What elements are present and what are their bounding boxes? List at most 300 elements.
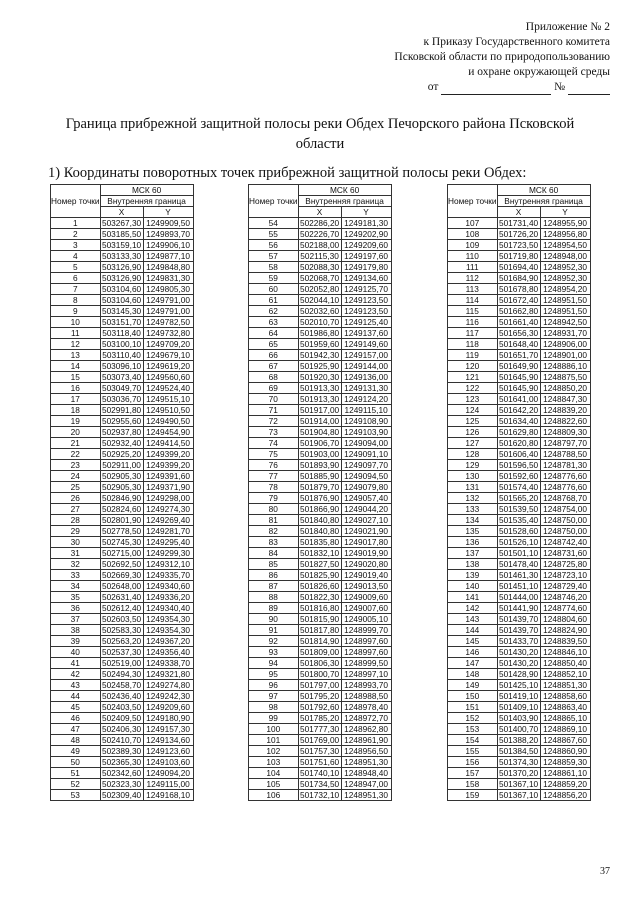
point-number: 75 xyxy=(249,449,299,460)
x-coordinate: 501565,20 xyxy=(498,493,539,503)
y-coordinate: 1249013,50 xyxy=(341,581,391,592)
table-row xyxy=(51,647,194,658)
table-row xyxy=(51,350,194,361)
y-coordinate: 1248951,30 xyxy=(341,757,391,768)
y-coordinate: 1248788,50 xyxy=(540,449,590,460)
point-number: 155 xyxy=(448,746,498,757)
x-coordinate: 501835,80 xyxy=(299,537,340,547)
table-row xyxy=(51,515,194,526)
point-number: 43 xyxy=(51,680,101,691)
x-coordinate: 501428,90 xyxy=(498,669,539,679)
table-row xyxy=(448,669,591,680)
table-row xyxy=(448,471,591,482)
y-coordinate: 1248948,00 xyxy=(540,251,590,262)
point-number: 1 xyxy=(51,218,101,229)
x-coordinate: 502932,40 xyxy=(101,438,142,448)
point-number: 36 xyxy=(51,603,101,614)
x-coordinate: 501723,50 xyxy=(498,240,539,250)
y-coordinate: 1248731,60 xyxy=(540,548,590,559)
x-coordinate: 501893,90 xyxy=(299,460,340,470)
date-prefix: от xyxy=(427,81,439,93)
y-coordinate: 1249149,60 xyxy=(341,339,391,350)
header-point-number: Номер точки xyxy=(249,185,299,218)
x-coordinate: 502403,50 xyxy=(101,702,142,712)
x-coordinate: 502603,50 xyxy=(101,614,142,624)
table-row xyxy=(249,746,392,757)
y-coordinate: 1249510,50 xyxy=(143,405,193,416)
table-row xyxy=(448,284,591,295)
point-number: 23 xyxy=(51,460,101,471)
header-x: X xyxy=(100,207,143,218)
point-number: 12 xyxy=(51,339,101,350)
y-coordinate: 1249371,90 xyxy=(143,482,193,493)
table-row xyxy=(51,240,194,251)
table-row xyxy=(51,229,194,240)
point-number: 14 xyxy=(51,361,101,372)
point-number: 80 xyxy=(249,504,299,515)
x-coordinate: 501814,90 xyxy=(299,636,340,646)
header-coordinate-system: МСК 60 xyxy=(298,185,391,196)
y-coordinate: 1249805,30 xyxy=(143,284,193,295)
table-row xyxy=(51,559,194,570)
y-coordinate: 1249298,00 xyxy=(143,493,193,504)
x-coordinate: 502715,00 xyxy=(101,548,142,558)
table-row xyxy=(51,284,194,295)
x-coordinate: 502010,70 xyxy=(299,317,340,327)
x-coordinate: 503104,60 xyxy=(101,284,142,294)
point-number: 151 xyxy=(448,702,498,713)
point-number: 107 xyxy=(448,218,498,229)
x-coordinate: 502044,10 xyxy=(299,295,340,305)
y-coordinate: 1249005,10 xyxy=(341,614,391,625)
y-coordinate: 1249340,60 xyxy=(143,581,193,592)
x-coordinate: 502052,80 xyxy=(299,284,340,294)
table-row xyxy=(448,537,591,548)
point-number: 108 xyxy=(448,229,498,240)
x-coordinate: 501645,90 xyxy=(498,372,539,382)
table-row xyxy=(448,383,591,394)
x-coordinate: 502323,30 xyxy=(101,779,142,789)
x-coordinate: 503036,70 xyxy=(101,394,142,404)
point-number: 69 xyxy=(249,383,299,394)
point-number: 102 xyxy=(249,746,299,757)
point-number: 144 xyxy=(448,625,498,636)
point-number: 60 xyxy=(249,284,299,295)
x-coordinate: 502911,00 xyxy=(100,460,143,471)
point-number: 103 xyxy=(249,757,299,768)
point-number: 68 xyxy=(249,372,299,383)
point-number: 22 xyxy=(51,449,101,460)
table-row xyxy=(249,240,392,251)
table-row xyxy=(249,647,392,658)
x-coordinate: 501914,00 xyxy=(299,416,340,426)
y-coordinate: 1248746,20 xyxy=(540,592,590,603)
point-number: 27 xyxy=(51,504,101,515)
table-row xyxy=(448,438,591,449)
y-coordinate: 1249009,60 xyxy=(341,592,391,603)
order-date-line xyxy=(310,80,610,95)
point-number: 156 xyxy=(448,757,498,768)
x-coordinate: 501574,40 xyxy=(498,482,539,492)
point-number: 138 xyxy=(448,559,498,570)
point-number: 149 xyxy=(448,680,498,691)
x-coordinate: 501751,60 xyxy=(299,757,340,767)
x-coordinate: 503133,30 xyxy=(101,251,142,261)
table-row xyxy=(249,405,392,416)
x-coordinate: 501684,90 xyxy=(498,273,539,283)
table-row xyxy=(249,218,392,229)
x-coordinate: 502846,90 xyxy=(101,493,142,503)
y-coordinate: 1249115,00 xyxy=(143,779,193,790)
x-coordinate: 501757,30 xyxy=(299,746,340,756)
point-number: 31 xyxy=(51,548,101,559)
x-coordinate: 501806,30 xyxy=(299,658,340,668)
point-number: 63 xyxy=(249,317,299,328)
y-coordinate: 1249094,20 xyxy=(143,768,193,779)
point-number: 26 xyxy=(51,493,101,504)
header-x: X xyxy=(298,207,341,218)
y-coordinate: 1248725,80 xyxy=(540,559,590,570)
point-number: 5 xyxy=(51,262,101,273)
y-coordinate: 1249414,50 xyxy=(143,438,193,449)
point-number: 100 xyxy=(249,724,299,735)
y-coordinate: 1248851,30 xyxy=(540,680,590,691)
y-coordinate: 1249848,80 xyxy=(143,262,193,273)
y-coordinate: 1249202,90 xyxy=(341,229,391,240)
number-blank xyxy=(568,82,610,95)
table-row xyxy=(51,449,194,460)
y-coordinate: 1249354,30 xyxy=(143,625,193,636)
table-row xyxy=(249,669,392,680)
point-number: 3 xyxy=(51,240,101,251)
point-number: 98 xyxy=(249,702,299,713)
y-coordinate: 1248951,30 xyxy=(341,790,391,801)
y-coordinate: 1248962,80 xyxy=(341,724,391,735)
x-coordinate: 501433,70 xyxy=(498,636,539,646)
point-number: 44 xyxy=(51,691,101,702)
point-number: 6 xyxy=(51,273,101,284)
table-row xyxy=(249,515,392,526)
table-row xyxy=(249,790,392,801)
x-coordinate: 503145,30 xyxy=(101,306,142,316)
x-coordinate: 501726,20 xyxy=(498,229,539,239)
y-coordinate: 1248852,10 xyxy=(540,669,590,680)
table-row xyxy=(249,581,392,592)
point-number: 46 xyxy=(51,713,101,724)
table-row xyxy=(249,559,392,570)
x-coordinate: 501920,30 xyxy=(299,372,340,382)
table-row xyxy=(249,317,392,328)
y-coordinate: 1248955,90 xyxy=(540,218,590,229)
coordinates-table-1 xyxy=(50,184,194,801)
table-row xyxy=(51,625,194,636)
y-coordinate: 1249007,60 xyxy=(341,603,391,614)
point-number: 66 xyxy=(249,350,299,361)
point-number: 45 xyxy=(51,702,101,713)
point-number: 29 xyxy=(51,526,101,537)
y-coordinate: 1248797,70 xyxy=(540,438,590,449)
table-row xyxy=(448,416,591,427)
point-number: 99 xyxy=(249,713,299,724)
table-row xyxy=(249,702,392,713)
point-number: 140 xyxy=(448,581,498,592)
point-number: 15 xyxy=(51,372,101,383)
table-row xyxy=(51,295,194,306)
point-number: 147 xyxy=(448,658,498,669)
y-coordinate: 1248742,40 xyxy=(540,537,590,548)
y-coordinate: 1249515,10 xyxy=(143,394,193,405)
point-number: 150 xyxy=(448,691,498,702)
y-coordinate: 1248839,20 xyxy=(540,405,590,416)
point-number: 145 xyxy=(448,636,498,647)
x-coordinate: 502745,30 xyxy=(101,537,142,547)
table-row xyxy=(51,504,194,515)
point-number: 111 xyxy=(448,262,498,273)
y-coordinate: 1248729,40 xyxy=(540,581,590,592)
y-coordinate: 1248869,10 xyxy=(540,724,590,735)
x-coordinate: 502648,00 xyxy=(101,581,142,591)
table-row xyxy=(51,757,194,768)
y-coordinate: 1249123,60 xyxy=(143,746,193,757)
table-row xyxy=(249,328,392,339)
y-coordinate: 1249524,40 xyxy=(143,383,193,394)
x-coordinate: 502309,40 xyxy=(101,790,142,800)
point-number: 78 xyxy=(249,482,299,493)
x-coordinate: 501478,40 xyxy=(498,559,539,569)
point-number: 85 xyxy=(249,559,299,570)
y-coordinate: 1249094,00 xyxy=(341,438,391,449)
header-coordinate-system: МСК 60 xyxy=(497,185,590,196)
y-coordinate: 1248978,40 xyxy=(341,702,391,713)
y-coordinate: 1249157,00 xyxy=(341,350,391,361)
y-coordinate: 1248860,90 xyxy=(540,746,590,757)
point-number: 129 xyxy=(448,460,498,471)
point-number: 118 xyxy=(448,339,498,350)
x-coordinate: 502905,30 xyxy=(101,482,142,492)
y-coordinate: 1249679,10 xyxy=(143,350,193,361)
point-number: 92 xyxy=(249,636,299,647)
x-coordinate: 502692,50 xyxy=(101,559,142,569)
x-coordinate: 501678,80 xyxy=(498,284,539,294)
y-coordinate: 1249103,60 xyxy=(143,757,193,768)
table-row xyxy=(448,702,591,713)
x-coordinate: 501451,10 xyxy=(498,581,539,591)
point-number: 33 xyxy=(51,570,101,581)
point-number: 41 xyxy=(51,658,101,669)
table-row xyxy=(249,416,392,427)
y-coordinate: 1248999,70 xyxy=(341,625,391,636)
y-coordinate: 1248750,00 xyxy=(540,515,590,526)
x-coordinate: 501501,10 xyxy=(498,548,539,558)
point-number: 141 xyxy=(448,592,498,603)
header-boundary: Внутренняя граница xyxy=(497,196,590,207)
x-coordinate: 502612,40 xyxy=(101,603,142,613)
y-coordinate: 1249831,30 xyxy=(143,273,193,284)
point-number: 8 xyxy=(51,295,101,306)
y-coordinate: 1249336,20 xyxy=(143,592,193,603)
point-number: 9 xyxy=(51,306,101,317)
y-coordinate: 1248859,30 xyxy=(540,757,590,768)
table-row xyxy=(448,724,591,735)
y-coordinate: 1248956,80 xyxy=(540,229,590,240)
x-coordinate: 502088,30 xyxy=(299,262,340,272)
x-coordinate: 502068,70 xyxy=(299,273,340,283)
table-row xyxy=(51,438,194,449)
y-coordinate: 1248781,30 xyxy=(540,460,590,471)
x-coordinate: 502631,40 xyxy=(101,592,142,602)
x-coordinate: 501596,50 xyxy=(498,460,539,470)
x-coordinate: 503267,30 xyxy=(101,218,142,228)
x-coordinate: 501732,10 xyxy=(299,790,340,800)
y-coordinate: 1248850,40 xyxy=(540,658,590,669)
x-coordinate: 503100,10 xyxy=(101,339,142,349)
x-coordinate: 501641,00 xyxy=(498,394,539,404)
point-number: 148 xyxy=(448,669,498,680)
table-row xyxy=(448,493,591,504)
point-number: 113 xyxy=(448,284,498,295)
table-row xyxy=(448,449,591,460)
point-number: 146 xyxy=(448,647,498,658)
x-coordinate: 501816,80 xyxy=(299,603,340,613)
point-number: 109 xyxy=(448,240,498,251)
point-number: 88 xyxy=(249,592,299,603)
table-row xyxy=(249,757,392,768)
x-coordinate: 501795,20 xyxy=(299,691,340,701)
table-row xyxy=(51,383,194,394)
point-number: 82 xyxy=(249,526,299,537)
table-row xyxy=(51,768,194,779)
table-row xyxy=(249,735,392,746)
y-coordinate: 1249115,10 xyxy=(341,405,391,416)
x-coordinate: 501879,70 xyxy=(299,482,340,492)
x-coordinate: 502494,30 xyxy=(101,669,142,679)
table-row xyxy=(249,361,392,372)
y-coordinate: 1249136,00 xyxy=(341,372,391,383)
point-number: 56 xyxy=(249,240,299,251)
x-coordinate: 501694,40 xyxy=(498,262,539,272)
table-row xyxy=(51,317,194,328)
x-coordinate: 501370,20 xyxy=(498,768,539,778)
table-row xyxy=(249,372,392,383)
point-number: 121 xyxy=(448,372,498,383)
header-boundary: Внутренняя граница xyxy=(298,196,391,207)
point-number: 114 xyxy=(448,295,498,306)
table-row xyxy=(448,372,591,383)
x-coordinate: 502583,30 xyxy=(101,625,142,635)
table-row xyxy=(448,328,591,339)
y-coordinate: 1248804,60 xyxy=(540,614,590,625)
point-number: 130 xyxy=(448,471,498,482)
y-coordinate: 1248750,00 xyxy=(540,526,590,537)
point-number: 25 xyxy=(51,482,101,493)
table-row xyxy=(249,471,392,482)
point-number: 4 xyxy=(51,251,101,262)
x-coordinate: 501832,10 xyxy=(299,548,340,558)
table-row xyxy=(249,680,392,691)
table-row xyxy=(249,537,392,548)
y-coordinate: 1248875,50 xyxy=(540,372,590,383)
x-coordinate: 502458,70 xyxy=(101,680,142,690)
y-coordinate: 1248839,50 xyxy=(540,636,590,647)
y-coordinate: 1248952,30 xyxy=(540,273,590,284)
table-row xyxy=(448,526,591,537)
point-number: 42 xyxy=(51,669,101,680)
table-row xyxy=(448,680,591,691)
y-coordinate: 1248863,40 xyxy=(540,702,590,713)
point-number: 7 xyxy=(51,284,101,295)
x-coordinate: 501731,40 xyxy=(498,218,539,228)
table-row xyxy=(448,570,591,581)
table-row xyxy=(448,339,591,350)
y-coordinate: 1248856,20 xyxy=(540,790,590,801)
x-coordinate: 502955,60 xyxy=(101,416,142,426)
table-row xyxy=(51,746,194,757)
point-number: 120 xyxy=(448,361,498,372)
point-number: 48 xyxy=(51,735,101,746)
y-coordinate: 1249560,60 xyxy=(143,372,193,383)
x-coordinate: 502389,30 xyxy=(101,746,142,756)
table-row xyxy=(249,570,392,581)
y-coordinate: 1248858,60 xyxy=(540,691,590,702)
table-row xyxy=(51,262,194,273)
y-coordinate: 1249124,20 xyxy=(341,394,391,405)
y-coordinate: 1248824,90 xyxy=(540,625,590,636)
x-coordinate: 501913,30 xyxy=(299,383,340,393)
x-coordinate: 501656,30 xyxy=(498,328,539,338)
y-coordinate: 1249168,10 xyxy=(143,790,193,801)
point-number: 116 xyxy=(448,317,498,328)
x-coordinate: 501425,10 xyxy=(498,680,539,690)
table-row xyxy=(249,449,392,460)
point-number: 52 xyxy=(51,779,101,790)
x-coordinate: 501439,70 xyxy=(498,625,539,635)
x-coordinate: 502991,80 xyxy=(101,405,142,415)
point-number: 154 xyxy=(448,735,498,746)
table-row xyxy=(448,658,591,669)
section-heading: 1) Координаты поворотных точек прибрежной защитной полосы реки Обдех: xyxy=(48,165,527,181)
point-number: 159 xyxy=(448,790,498,801)
x-coordinate: 501840,80 xyxy=(299,515,340,525)
point-number: 34 xyxy=(51,581,101,592)
x-coordinate: 501986,80 xyxy=(299,328,340,338)
point-number: 97 xyxy=(249,691,299,702)
y-coordinate: 1249125,40 xyxy=(341,317,391,328)
point-number: 87 xyxy=(249,581,299,592)
table-row xyxy=(448,515,591,526)
point-number: 71 xyxy=(249,405,299,416)
table-row xyxy=(51,548,194,559)
point-number: 134 xyxy=(448,515,498,526)
table-row xyxy=(51,328,194,339)
y-coordinate: 1249312,10 xyxy=(143,559,193,570)
table-row xyxy=(249,713,392,724)
table-row xyxy=(448,647,591,658)
point-number: 2 xyxy=(51,229,101,240)
table-row xyxy=(51,526,194,537)
table-row xyxy=(51,669,194,680)
table-row xyxy=(51,713,194,724)
y-coordinate: 1248951,50 xyxy=(540,306,590,317)
point-number: 105 xyxy=(249,779,299,790)
table-row xyxy=(51,427,194,438)
table-row xyxy=(249,768,392,779)
x-coordinate: 501634,40 xyxy=(498,416,539,426)
point-number: 39 xyxy=(51,636,101,647)
point-number: 81 xyxy=(249,515,299,526)
y-coordinate: 1248906,00 xyxy=(540,339,590,350)
y-coordinate: 1248942,50 xyxy=(540,317,590,328)
point-number: 143 xyxy=(448,614,498,625)
